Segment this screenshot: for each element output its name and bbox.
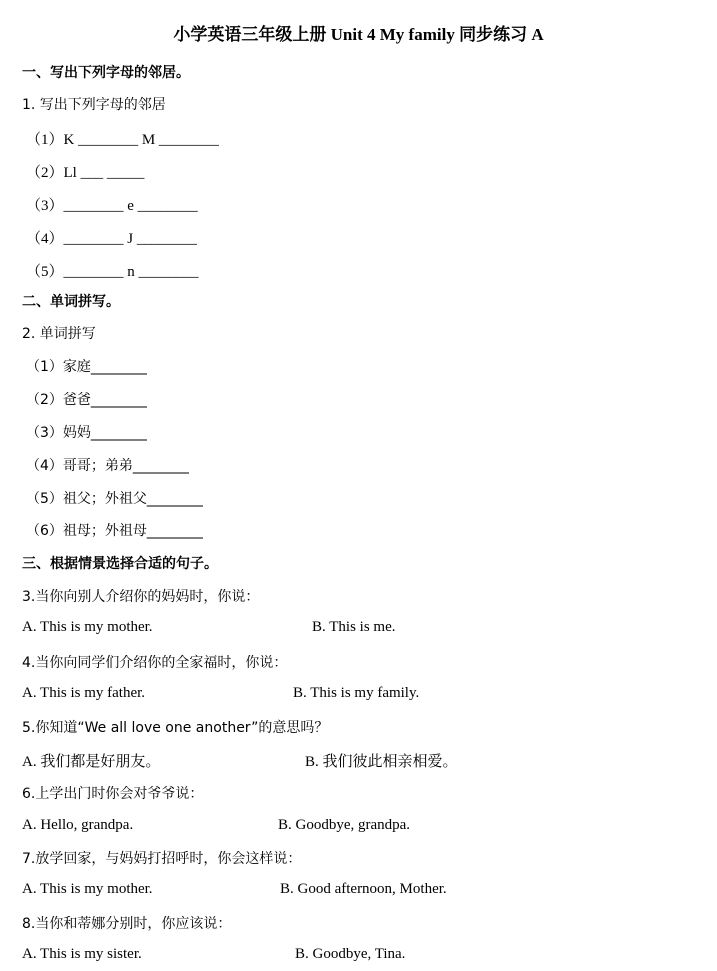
spelling-item-2: （2）爸爸________ [26, 392, 147, 408]
spelling-item-6: （6）祖母；外祖母________ [26, 523, 203, 539]
section2-heading: 二、单词拼写。 [22, 294, 120, 310]
question-7-option-b: B. Good afternoon, Mother. [280, 881, 447, 897]
question-7: 7.放学回家，与妈妈打招呼时，你会这样说： [22, 851, 302, 867]
spelling-item-4: （4）哥哥；弟弟________ [26, 458, 189, 474]
question-5-option-a: A. 我们都是好朋友。 [22, 754, 161, 770]
question-5-option-b: B. 我们彼此相亲相爱。 [305, 754, 458, 770]
question-3-option-a: A. This is my mother. [22, 619, 153, 635]
question-4-option-a: A. This is my father. [22, 685, 146, 701]
question-4: 4.当你向同学们介绍你的全家福时，你说： [22, 655, 288, 671]
letter-item-5: （5）________ n ________ [26, 264, 199, 280]
letter-item-1: （1）K ________ M ________ [26, 132, 219, 148]
question-7-option-a: A. This is my mother. [22, 881, 153, 897]
question-8: 8.当你和蒂娜分别时，你应该说： [22, 916, 232, 932]
question-6-option-a: A. Hello, grandpa. [22, 817, 134, 833]
letter-item-2: （2）Ll ___ _____ [26, 165, 145, 181]
question-8-option-b: B. Goodbye, Tina. [295, 946, 406, 962]
question-6-option-b: B. Goodbye, grandpa. [278, 817, 411, 833]
spelling-item-1: （1）家庭________ [26, 359, 147, 375]
spelling-item-5: （5）祖父；外祖父________ [26, 491, 203, 507]
spelling-item-3: （3）妈妈________ [26, 425, 147, 441]
section3-heading: 三、根据情景选择合适的句子。 [22, 556, 218, 572]
question-3: 3.当你向别人介绍你的妈妈时，你说： [22, 589, 260, 605]
letter-item-3: （3）________ e ________ [26, 198, 198, 214]
letter-item-4: （4）________ J ________ [26, 231, 197, 247]
section1-heading: 一、写出下列字母的邻居。 [22, 65, 190, 81]
worksheet-title: 小学英语三年级上册 Unit 4 My family 同步练习 A [173, 25, 544, 44]
question-8-option-a: A. This is my sister. [22, 946, 142, 962]
question-3-option-b: B. This is me. [312, 619, 396, 635]
question-5: 5.你知道“We all love one another”的意思吗？ [22, 720, 329, 736]
question-4-option-b: B. This is my family. [293, 685, 420, 701]
section2-instruction: 2. 单词拼写 [22, 326, 96, 342]
section1-instruction: 1. 写出下列字母的邻居 [22, 97, 166, 113]
question-6: 6.上学出门时你会对爷爷说： [22, 786, 204, 802]
